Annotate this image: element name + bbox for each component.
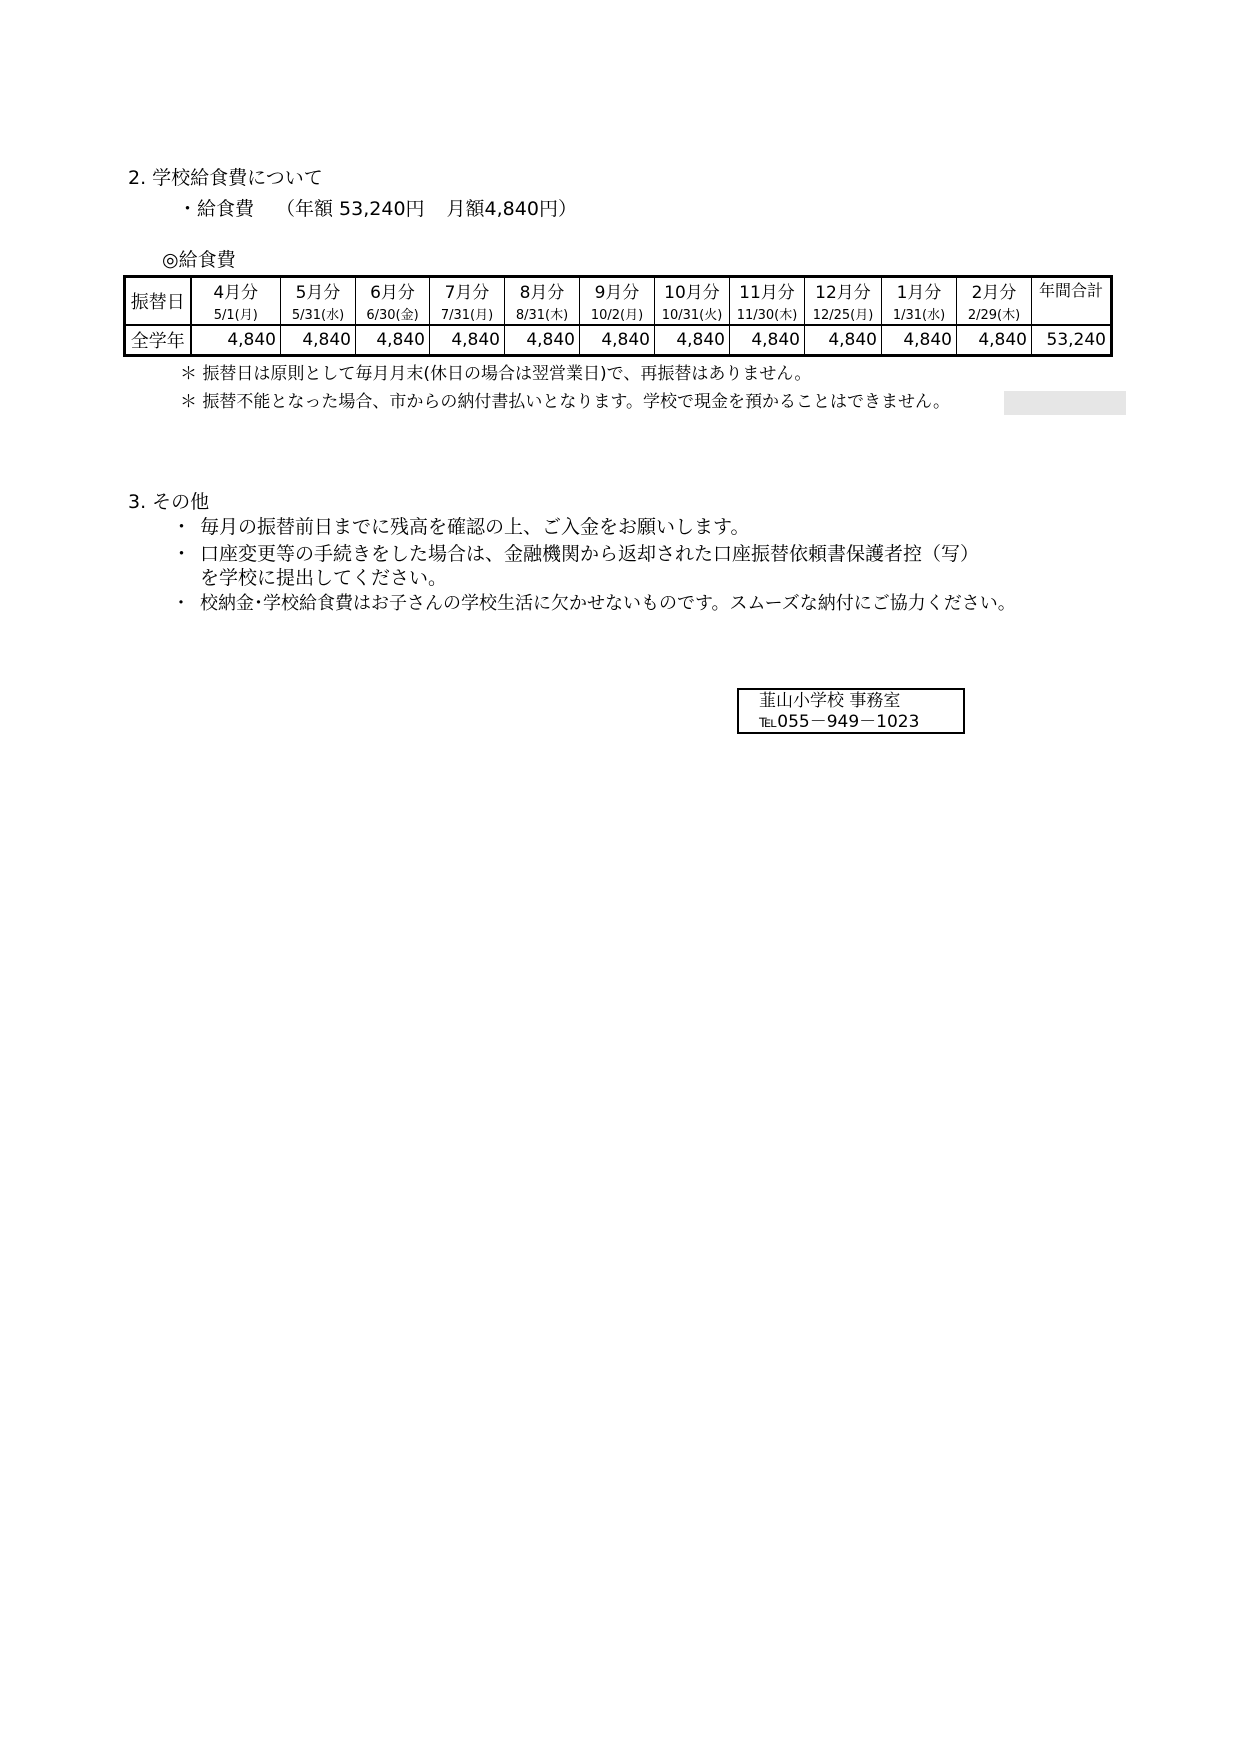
date-cell: 8/31(木) [505,303,580,325]
month-cell: 11月分 [730,277,805,304]
note-transfer-failure: ＊ 振替不能となった場合、市からの納付書払いとなります。学校で現金を預かることはできません。 [180,392,951,412]
month-cell: 10月分 [655,277,730,304]
month-cell: 5月分 [281,277,356,304]
contact-box [737,688,965,734]
date-cell: 5/31(水) [281,303,356,325]
amount-cell: 4,840 [505,325,580,356]
amount-cell: 4,840 [430,325,505,356]
month-cell: 7月分 [430,277,505,304]
amount-cell: 4,840 [882,325,957,356]
date-cell: 6/30(金) [356,303,430,325]
note-transfer-date: ＊ 振替日は原則として毎月月末(休日の場合は翌営業日)で、再振替はありません。 [180,364,812,384]
annual-total-cell: 53,240 [1032,325,1112,356]
amount-cell: 4,840 [730,325,805,356]
bullet-mark: ・ [172,516,192,538]
date-cell: 12/25(月) [805,303,882,325]
row-header-all-grades: 全学年 [125,325,191,356]
list-item-continuation: を学校に提出してください。 [200,567,448,589]
date-cell: 10/31(火) [655,303,730,325]
fee-label: ・給食費 [178,198,255,220]
list-item: ・ 口座変更等の手続きをした場合は、金融機関から返却された口座振替依頼書保護者控（写） [172,543,980,565]
date-cell: 5/1(月) [191,303,281,325]
list-item: ・ 校納金･学校給食費はお子さんの学校生活に欠かせないものです。スムーズな納付にご協力ください。 [172,593,1016,614]
table-row [125,277,1112,304]
note-highlight [1004,391,1126,415]
fee-summary [178,197,599,221]
amount-cell: 4,840 [655,325,730,356]
month-cell: 2月分 [957,277,1032,304]
amount-cell: 4,840 [191,325,281,356]
section-2-title: 2. 学校給食費について [128,167,323,189]
row-header-transfer-date: 振替日 [125,277,191,326]
table-caption: ◎給食費 [162,249,236,271]
fee-schedule-table [123,275,1113,357]
date-cell: 10/2(月) [580,303,655,325]
date-cell: 11/30(木) [730,303,805,325]
monthly-fee: 月額4,840円） [446,198,577,220]
date-cell: 1/31(水) [882,303,957,325]
bullet-mark: ・ [172,593,190,614]
amount-cell: 4,840 [356,325,430,356]
date-cell: 7/31(月) [430,303,505,325]
table-row [125,325,1112,356]
amount-cell: 4,840 [805,325,882,356]
annual-total-header: 年間合計 [1032,277,1112,326]
amount-cell: 4,840 [281,325,356,356]
section-3-title: 3. その他 [128,491,210,513]
table-row [125,303,1112,325]
amount-cell: 4,840 [580,325,655,356]
phone-number: ℡055－949－1023 [759,712,920,732]
school-office: 韮山小学校 事務室 [759,691,901,711]
bullet-mark: ・ [172,543,192,565]
date-cell: 2/29(木) [957,303,1032,325]
month-cell: 12月分 [805,277,882,304]
month-cell: 4月分 [191,277,281,304]
month-cell: 9月分 [580,277,655,304]
annual-fee: （年額 53,240円 [276,198,425,220]
amount-cell: 4,840 [957,325,1032,356]
month-cell: 6月分 [356,277,430,304]
list-item: ・ 毎月の振替前日までに残高を確認の上、ご入金をお願いします。 [172,516,750,538]
month-cell: 8月分 [505,277,580,304]
month-cell: 1月分 [882,277,957,304]
